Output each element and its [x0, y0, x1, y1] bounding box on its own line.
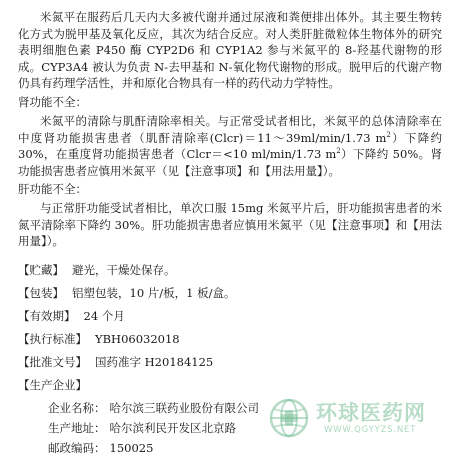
company-name-value: 哈尔滨三联药业股份有限公司 — [109, 401, 259, 415]
hepatic-heading: 肝功能不全： — [18, 182, 87, 196]
renal-text-part-2: ）下降约 30%，在重度肾功能损害患者（Clcr＝<10 ml/min/1.73 m — [18, 130, 443, 161]
standard-label: 【执行标准】 — [18, 332, 87, 346]
address-label: 生产地址： — [48, 421, 106, 435]
company-name-row — [48, 400, 259, 416]
manufacturer-label: 【生产企业】 — [18, 378, 87, 392]
renal-heading: 肾功能不全： — [18, 95, 87, 109]
renal-text-part-3: ）下降约 50%。肾功能损害患者应慎用米氮平（见【注意事项】和【用法用量】）。 — [18, 147, 442, 178]
hepatic-paragraph: 与正常肝功能受试者相比，单次口服 15mg 米氮平片后，肝功能损害患者的米氮平清除率下降约 30%。肝功能损害患者应慎用米氮平（见【注意事项】和【用法用量】）。 — [18, 201, 442, 248]
company-name-label: 企业名称： — [48, 401, 106, 415]
storage-value: 避光，干燥处保存。 — [72, 263, 176, 277]
metabolism-paragraph: 米氮平在服药后几天内大多被代谢并通过尿液和粪便排出体外。其主要生物转化方式为脱甲基及氧化反应，其次为结合反应。对人类肝脏微粒体生物体外的研究表明细胞色素 P450 酶 CYP2D6 和 CYP1A2 参与米氮平的 8-羟基代谢物的形成。CYP3A4 被认为负责 N-去甲基和 N-氧化物代谢物的形成。脱甲后的代谢产物仍具有药理学活性，并和原化合物具有一样的药代动力学特性。 — [18, 10, 442, 90]
standard-field — [18, 331, 180, 347]
renal-superscript-2: 2 — [336, 147, 341, 156]
address-value: 哈尔滨利民开发区北京路 — [109, 421, 236, 435]
approval-number-label: 【批准文号】 — [18, 355, 87, 369]
address-row — [48, 420, 236, 436]
shelf-life-label: 【有效期】 — [18, 309, 76, 323]
renal-paragraph — [18, 113, 442, 179]
renal-superscript-1: 2 — [386, 130, 391, 139]
renal-text-part-1: 米氮平的清除与肌酐清除率相关。与正常受试者相比，米氮平的总体清除率在中度肾功能损害患者（肌酐清除率(Clcr)＝11～39ml/min/1.73 m — [18, 114, 442, 145]
approval-number-value: 国药准字 H20184125 — [95, 355, 214, 369]
storage-field — [18, 262, 176, 278]
manufacturer-field — [18, 377, 95, 393]
standard-value: YBH06032018 — [95, 332, 180, 346]
watermark-title: 环球医药网 — [316, 401, 426, 425]
postal-code-value: 150025 — [109, 441, 154, 455]
packaging-field — [18, 285, 236, 301]
approval-number-field — [18, 354, 213, 370]
packaging-label: 【包装】 — [18, 286, 64, 300]
postal-code-row — [48, 440, 153, 456]
globe-logo-icon — [268, 397, 310, 439]
shelf-life-field — [18, 308, 125, 324]
packaging-value: 铝塑包装，10 片/板，1 板/盒。 — [72, 286, 236, 300]
watermark-url: WWW.QGYYZS.NET — [324, 425, 417, 435]
site-watermark — [268, 393, 444, 443]
storage-label: 【贮藏】 — [18, 263, 64, 277]
shelf-life-value: 24 个月 — [83, 309, 125, 323]
postal-code-label: 邮政编码： — [48, 441, 106, 455]
